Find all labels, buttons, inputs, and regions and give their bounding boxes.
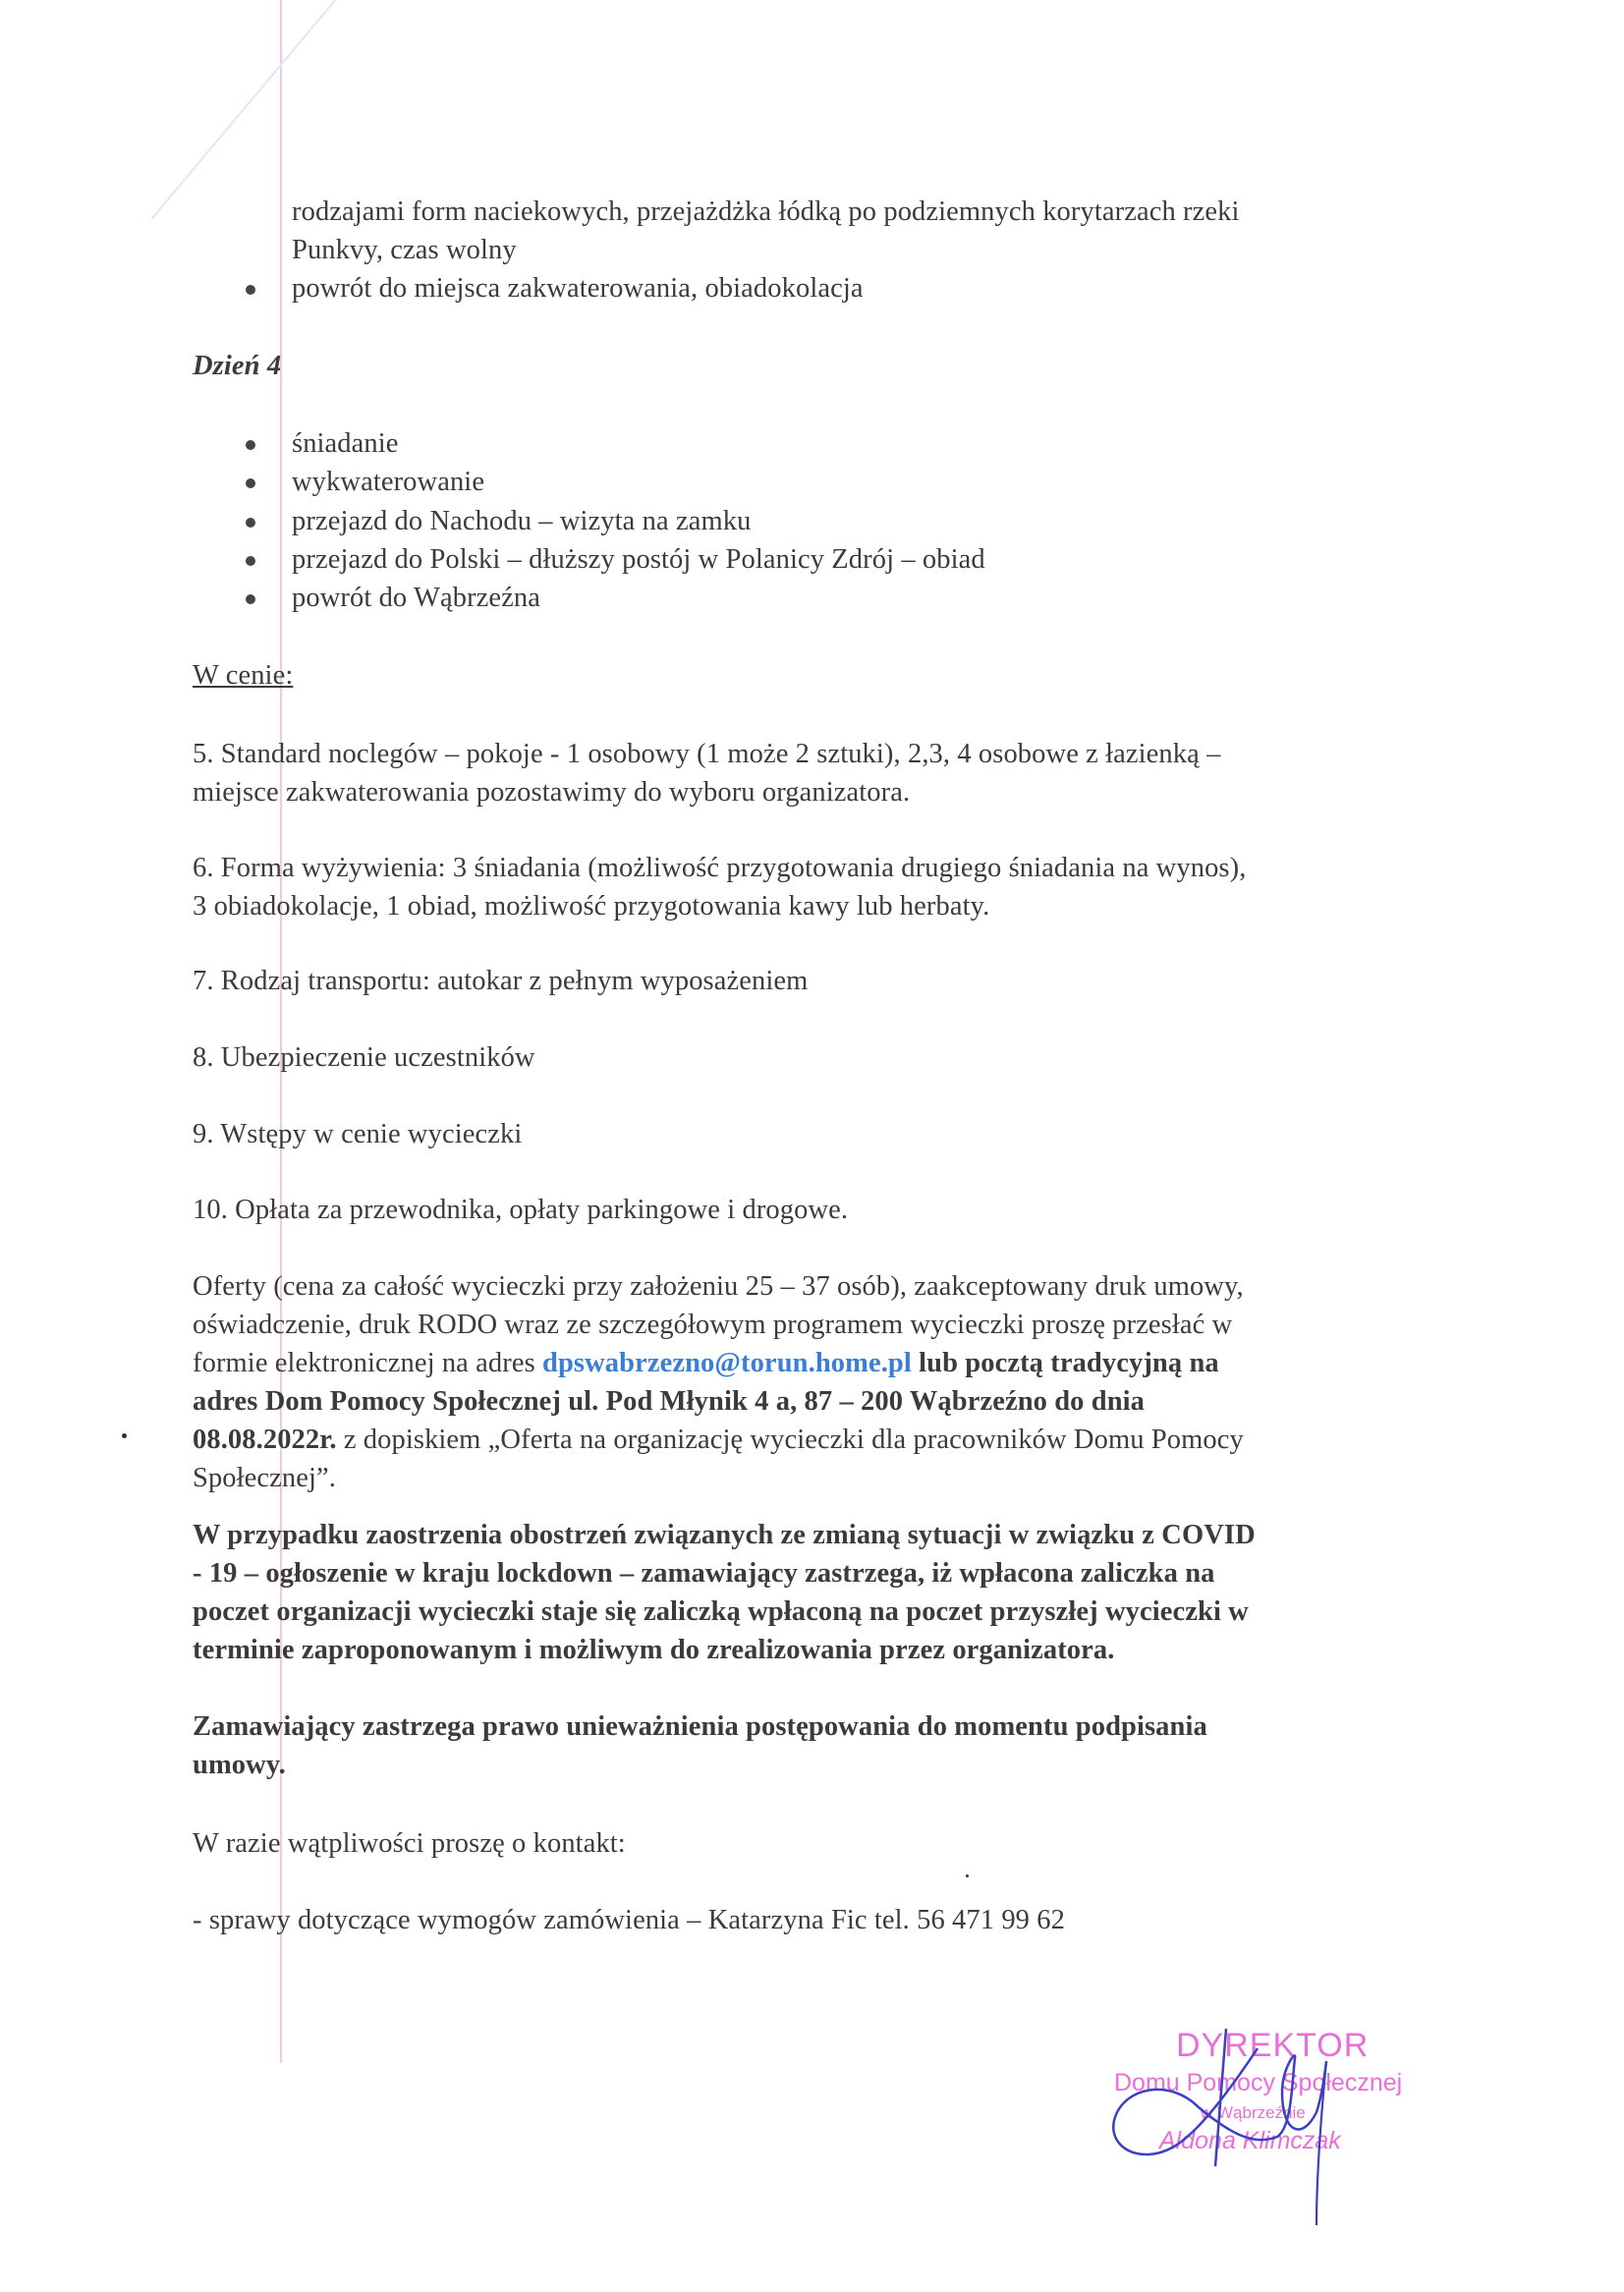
price-item-10: 10. Opłata za przewodnika, opłaty parkingowe i drogowe. bbox=[193, 1195, 849, 1225]
day3-last-item: powrót do miejsca zakwaterowania, obiadokolacja bbox=[292, 273, 864, 304]
day4-item: śniadanie bbox=[292, 428, 399, 459]
price-item-5-line-2: miejsce zakwaterowania pozostawimy do wyboru organizatora. bbox=[193, 777, 911, 808]
price-item-7: 7. Rodzaj transportu: autokar z pełnym wyposażeniem bbox=[193, 966, 809, 996]
price-item-5-line-1: 5. Standard noclegów – pokoje - 1 osobowy (1 może 2 sztuki), 2,3, 4 osobowe z łazienką – bbox=[193, 739, 1221, 769]
covid-notice-line-2: - 19 – ogłoszenie w kraju lockdown – zamawiający zastrzega, iż wpłacona zaliczka na bbox=[193, 1558, 1215, 1589]
covid-notice-line-3: poczet organizacji wycieczki staje się zaliczką wpłaconą na poczet przyszłej wycieczki w bbox=[193, 1596, 1249, 1627]
bullet-icon bbox=[246, 478, 255, 488]
bullet-icon bbox=[246, 285, 255, 295]
stamp-title: DYREKTOR bbox=[1176, 2027, 1370, 2064]
offers-line-6: Społecznej”. bbox=[193, 1463, 337, 1493]
price-item-6-line-2: 3 obiadokolacje, 1 obiad, możliwość przygotowania kawy lub herbaty. bbox=[193, 891, 990, 922]
offers-line-3-post: lub pocztą tradycyjną na bbox=[911, 1348, 1219, 1378]
contact-intro: W razie wątpliwości proszę o kontakt: bbox=[193, 1828, 626, 1859]
offers-line-1: Oferty (cena za całość wycieczki przy założeniu 25 – 37 osób), zaakceptowany druk umowy, bbox=[193, 1271, 1244, 1302]
offers-line-5-rest: z dopiskiem „Oferta na organizację wycieczki dla pracowników Domu Pomocy bbox=[336, 1425, 1244, 1455]
offers-line-2: oświadczenie, druk RODO wraz ze szczegółowym programem wycieczki proszę przesłać w bbox=[193, 1310, 1233, 1340]
continuation-line-1: rodzajami form naciekowych, przejażdżka łódką po podziemnych korytarzach rzeki bbox=[292, 196, 1240, 227]
cancellation-line-2: umowy. bbox=[193, 1750, 286, 1780]
scan-fold-mark bbox=[151, 0, 336, 219]
stamp-city: w Wąbrzeźnie bbox=[1201, 2103, 1306, 2122]
continuation-line-2: Punkvy, czas wolny bbox=[292, 235, 517, 265]
price-item-8: 8. Ubezpieczenie uczestników bbox=[193, 1042, 535, 1073]
scan-speck bbox=[122, 1433, 127, 1438]
offers-line-3 bbox=[193, 1344, 1219, 1382]
offers-line-5 bbox=[193, 1421, 1244, 1459]
cancellation-line-1: Zamawiający zastrzega prawo unieważnienia postępowania do momentu podpisania bbox=[193, 1711, 1207, 1742]
email-link[interactable]: dpswabrzezno@torun.home.pl bbox=[542, 1348, 912, 1378]
contact-line: - sprawy dotyczące wymogów zamówienia – Katarzyna Fic tel. 56 471 99 62 bbox=[193, 1905, 1065, 1935]
bullet-icon bbox=[246, 594, 255, 604]
signature-icon bbox=[1081, 1985, 1474, 2230]
day4-item: przejazd do Nachodu – wizyta na zamku bbox=[292, 506, 752, 536]
day4-heading: Dzień 4 bbox=[193, 351, 282, 381]
bullet-icon bbox=[246, 518, 255, 528]
offers-address-line: adres Dom Pomocy Społecznej ul. Pod Młynik 4 a, 87 – 200 Wąbrzeźno do dnia bbox=[193, 1386, 1146, 1417]
day4-item: przejazd do Polski – dłuższy postój w Polanicy Zdrój – obiad bbox=[292, 544, 985, 575]
covid-notice-line-1: W przypadku zaostrzenia obostrzeń związanych ze zmianą sytuacji w związku z COVID bbox=[193, 1520, 1256, 1550]
offer-deadline: 08.08.2022r. bbox=[193, 1425, 337, 1455]
day4-item: powrót do Wąbrzeźna bbox=[292, 583, 541, 613]
stamp-org: Domu Pomocy Społecznej bbox=[1114, 2069, 1403, 2096]
price-item-6-line-1: 6. Forma wyżywienia: 3 śniadania (możliwość przygotowania drugiego śniadania na wynos), bbox=[193, 853, 1247, 883]
offers-line-3-pre: formie elektronicznej na adres bbox=[193, 1348, 543, 1378]
scan-speck bbox=[966, 1874, 969, 1877]
day4-item: wykwaterowanie bbox=[292, 467, 485, 497]
bullet-icon bbox=[246, 556, 255, 566]
stamp-name: Aldona Klimczak bbox=[1159, 2127, 1341, 2154]
price-item-9: 9. Wstępy w cenie wycieczki bbox=[193, 1119, 523, 1149]
bullet-icon bbox=[246, 440, 255, 450]
price-includes-heading: W cenie: bbox=[193, 660, 294, 691]
covid-notice-line-4: terminie zaproponowanym i możliwym do zrealizowania przez organizatora. bbox=[193, 1635, 1115, 1665]
